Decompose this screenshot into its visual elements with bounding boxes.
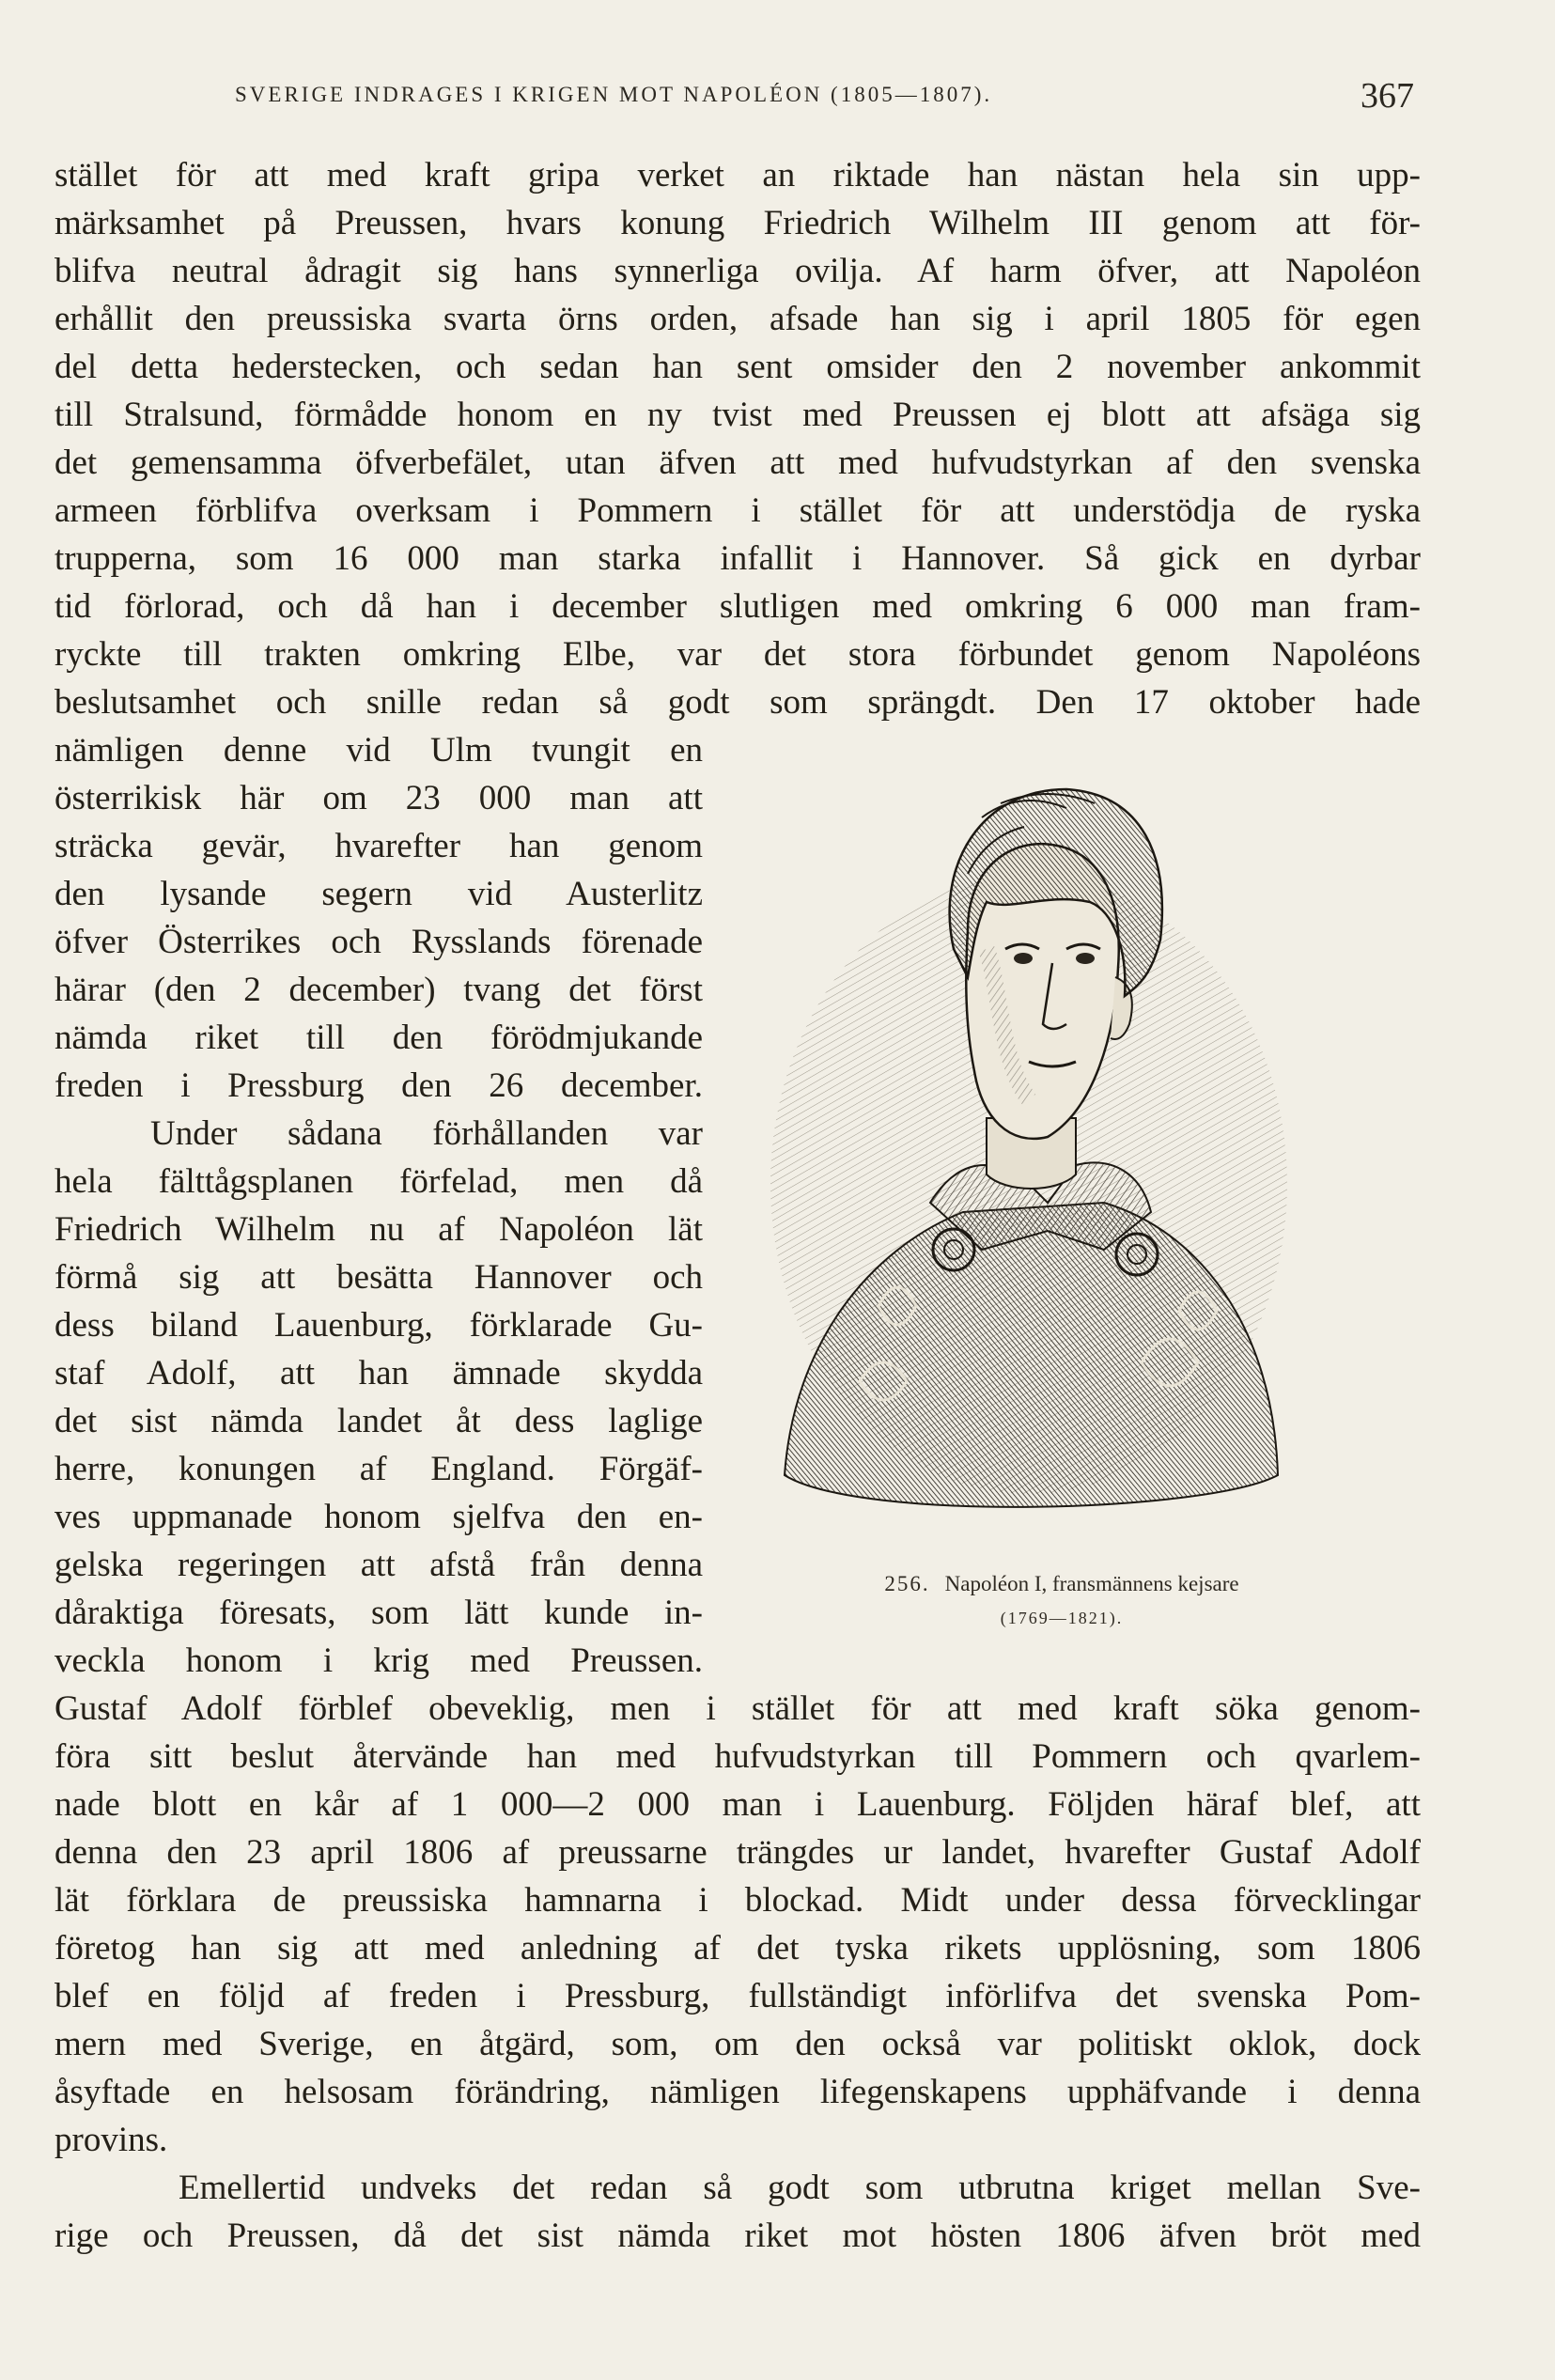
text-line: tid förlorad, och då han i december slutligen med omkring 6 000 man fram- bbox=[54, 587, 1421, 626]
text-line: provins. bbox=[54, 2121, 168, 2159]
text-line: Emellertid undveks det redan så godt som utbrutna kriget mellan Sve- bbox=[179, 2169, 1421, 2207]
text-line: nämligen denne vid Ulm tvungit en bbox=[54, 731, 703, 770]
text-line: blifva neutral ådragit sig hans synnerliga ovilja. Af harm öfver, att Napoléon bbox=[54, 252, 1421, 290]
text-line: öfver Österrikes och Rysslands förenade bbox=[54, 923, 703, 961]
napoleon-portrait-engraving bbox=[766, 761, 1292, 1579]
text-line: den lysande segern vid Austerlitz bbox=[54, 875, 703, 913]
text-line: del detta hederstecken, och sedan han sent omsider den 2 november ankommit bbox=[54, 348, 1421, 386]
text-line: dess biland Lauenburg, förklarade Gu- bbox=[54, 1306, 703, 1345]
text-line: åsyftade en helsosam förändring, nämligen lifegenskapens upphäfvande i denna bbox=[54, 2073, 1421, 2111]
text-line: företog han sig att med anledning af det tyska rikets upplösning, som 1806 bbox=[54, 1929, 1421, 1968]
text-line: beslutsamhet och snille redan så godt som sprängdt. Den 17 oktober hade bbox=[54, 683, 1421, 722]
text-line: herre, konungen af England. Förgäf- bbox=[54, 1450, 703, 1488]
text-line: Friedrich Wilhelm nu af Napoléon lät bbox=[54, 1210, 703, 1249]
text-line: erhållit den preussiska svarta örns orden, afsade han sig i april 1805 för egen bbox=[54, 300, 1421, 338]
text-line: nade blott en kår af 1 000—2 000 man i Lauenburg. Följden häraf blef, att bbox=[54, 1785, 1421, 1824]
text-line: armeen förblifva overksam i Pommern i stället för att understödja de ryska bbox=[54, 491, 1421, 530]
text-line: härar (den 2 december) tvang det först bbox=[54, 971, 703, 1009]
text-line: freden i Pressburg den 26 december. bbox=[54, 1066, 703, 1105]
text-line: till Stralsund, förmådde honom en ny tvist med Preussen ej blott att afsäga sig bbox=[54, 396, 1421, 434]
text-line: rige och Preussen, då det sist nämda riket mot hösten 1806 äfven bröt med bbox=[54, 2217, 1421, 2255]
text-line: föra sitt beslut återvände han med hufvudstyrkan till Pommern och qvarlem- bbox=[54, 1737, 1421, 1776]
text-line: det sist nämda landet åt dess laglige bbox=[54, 1402, 703, 1440]
text-line: märksamhet på Preussen, hvars konung Friedrich Wilhelm III genom att för- bbox=[54, 204, 1421, 242]
text-line: ryckte till trakten omkring Elbe, var det stora förbundet genom Napoléons bbox=[54, 635, 1421, 674]
text-line: lät förklara de preussiska hamnarna i blockad. Midt under dessa förvecklingar bbox=[54, 1881, 1421, 1920]
text-line: sträcka gevär, hvarefter han genom bbox=[54, 827, 703, 865]
text-line: gelska regeringen att afstå från denna bbox=[54, 1546, 703, 1584]
figure-caption bbox=[742, 1567, 1381, 1635]
text-line: veckla honom i krig med Preussen. bbox=[54, 1641, 703, 1680]
page-number: 367 bbox=[1361, 76, 1414, 116]
figure-caption-text: Napoléon I, fransmännens kejsare bbox=[944, 1572, 1239, 1595]
text-line: Under sådana förhållanden var bbox=[150, 1114, 703, 1153]
figure-dates: (1769—1821). bbox=[1000, 1609, 1124, 1627]
text-line: staf Adolf, att han ämnade skydda bbox=[54, 1354, 703, 1392]
running-title: SVERIGE INDRAGES I KRIGEN MOT NAPOLÉON (1805—1807). bbox=[235, 83, 993, 106]
text-line: mern med Sverige, en åtgärd, som, om den också var politiskt oklok, dock bbox=[54, 2025, 1421, 2063]
text-line: Gustaf Adolf förblef obeveklig, men i stället för att med kraft söka genom- bbox=[54, 1689, 1421, 1728]
text-line: ves uppmanade honom sjelfva den en- bbox=[54, 1498, 703, 1536]
text-line: trupperna, som 16 000 man starka infallit i Hannover. Så gick en dyrbar bbox=[54, 539, 1421, 578]
text-line: denna den 23 april 1806 af preussarne trängdes ur landet, hvarefter Gustaf Adolf bbox=[54, 1833, 1421, 1872]
text-line: österrikisk här om 23 000 man att bbox=[54, 779, 703, 817]
text-line: dåraktiga föresats, som lätt kunde in- bbox=[54, 1594, 703, 1632]
text-line: blef en följd af freden i Pressburg, fullständigt införlifva det svenska Pom- bbox=[54, 1977, 1421, 2015]
figure-number: 256. bbox=[884, 1572, 930, 1595]
text-line: hela fälttågsplanen förfelad, men då bbox=[54, 1162, 703, 1201]
text-line: det gemensamma öfverbefälet, utan äfven att med hufvudstyrkan af den svenska bbox=[54, 443, 1421, 482]
text-line: stället för att med kraft gripa verket an riktade han nästan hela sin upp- bbox=[54, 156, 1421, 194]
text-line: nämda riket till den förödmjukande bbox=[54, 1019, 703, 1057]
text-line: förmå sig att besätta Hannover och bbox=[54, 1258, 703, 1297]
